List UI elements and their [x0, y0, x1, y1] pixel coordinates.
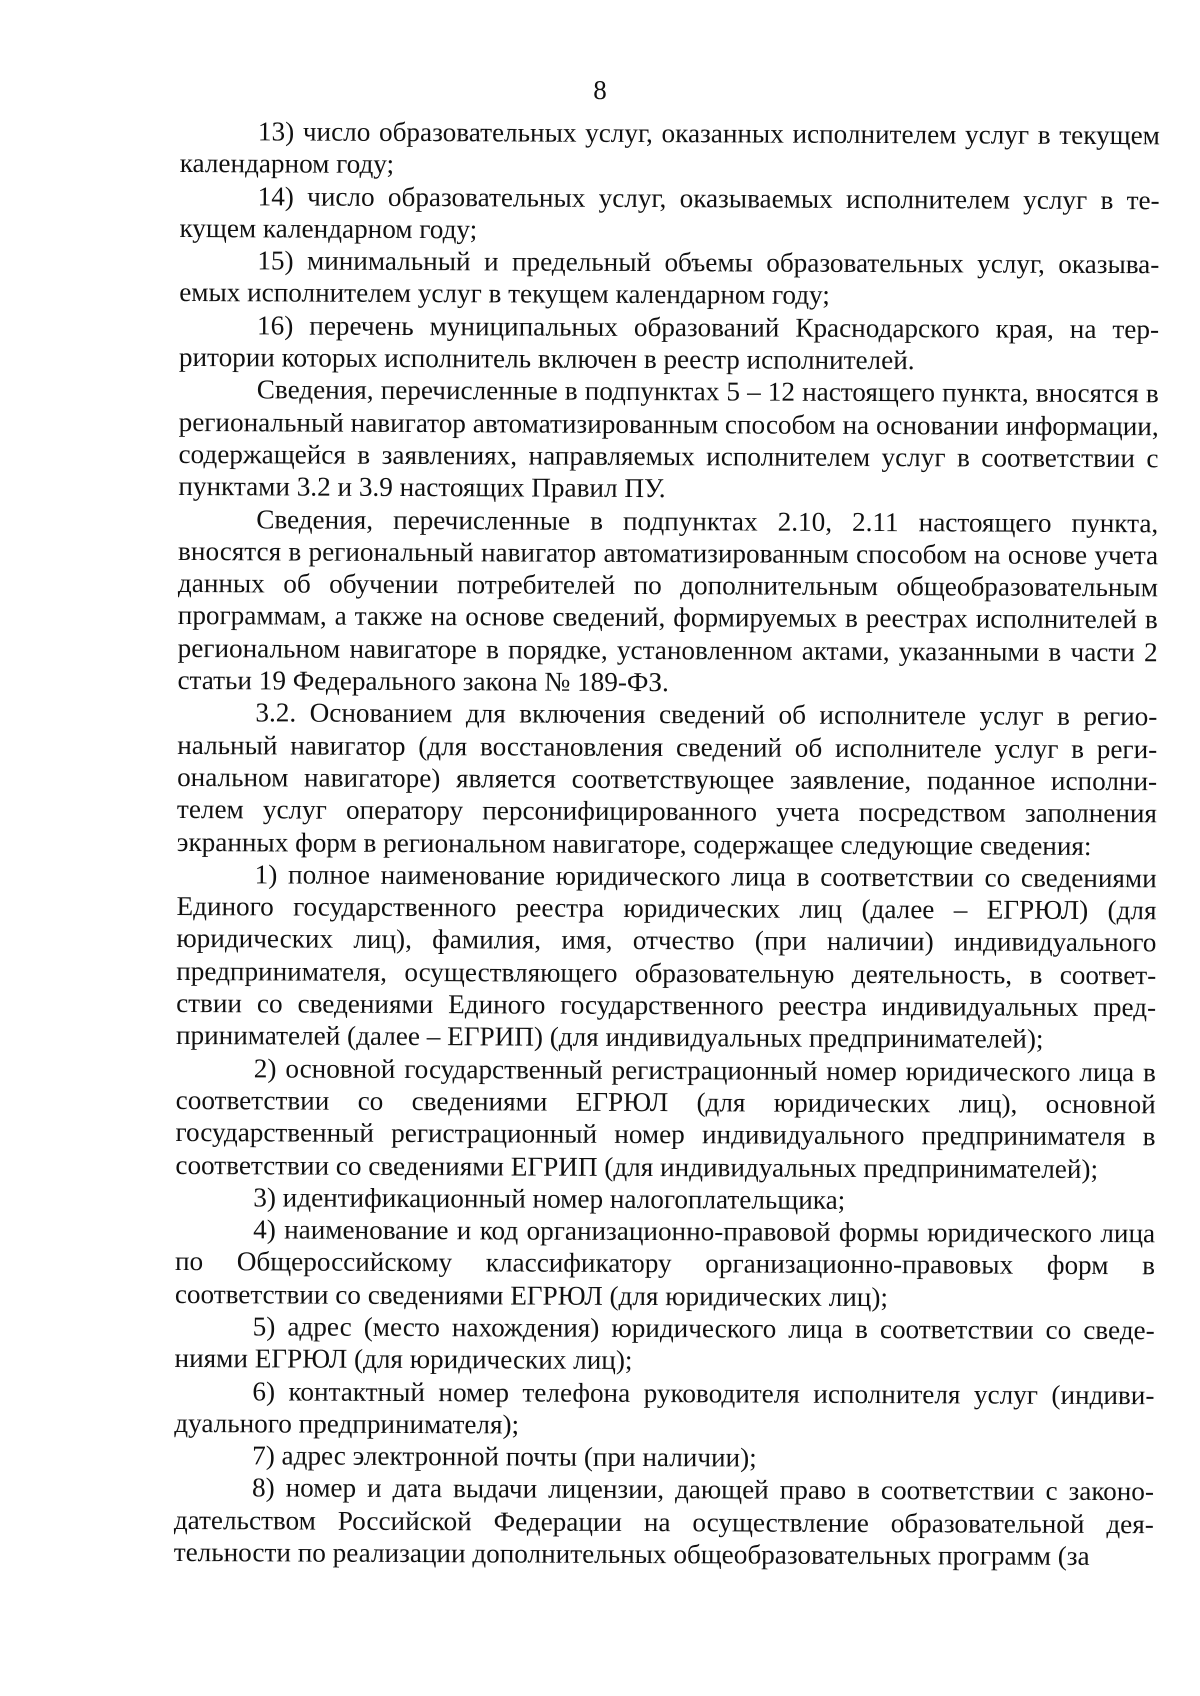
paragraph-item-14: 14) число образовательных услуг, оказываемых исполнителем услуг в текущем календарном году; — [179, 180, 1160, 245]
page-number: 8 — [593, 75, 607, 105]
paragraph-item-6: 6) контактный номер телефона руководителя исполнителя услуг (индивидуального предпринимателя); — [174, 1375, 1155, 1440]
paragraph-item-8: 8) номер и дата выдачи лицензии, дающей право в соответствии с законодательством Российской Федерации на осуществление образовательной деятельности по реализации дополнительных общеобразовательных программ (за — [173, 1472, 1155, 1572]
paragraph-item-4: 4) наименование и код организационно-правовой формы юридического лица по Общероссийскому классификатору организационно-правовых форм в соответствии со сведениями ЕГРЮЛ (для юридических лиц); — [174, 1214, 1156, 1312]
paragraph-item-13: 13) число образовательных услуг, оказанных исполнителем услуг в текущем календарном году; — [179, 116, 1160, 180]
paragraph-item-15: 15) минимальный и предельный объемы образовательных услуг, оказываемых исполнителем услуг в текущем календарном году; — [179, 245, 1160, 311]
paragraph-item-16: 16) перечень муниципальных образований Краснодарского края, на территории которых исполнитель включен в реестр исполнителей. — [178, 310, 1160, 376]
paragraph-item-2: 2) основной государственный регистрационный номер юридического лица в соответствии со сведениями ЕГРЮЛ (для юридических лиц), основной государственный регистрационный номер индивидуального предпринимателя в соответствии со сведениями ЕГРИП (для индивидуальных предпринимателей); — [175, 1052, 1156, 1184]
paragraph-item-7: 7) адрес электронной почты (при наличии); — [252, 1440, 757, 1473]
paragraph-item-3: 3) идентификационный номер налогоплательщика; — [253, 1182, 846, 1215]
paragraph-info-subitems-2-10-2-11: Сведения, перечисленные в подпунктах 2.10, 2.11 настоящего пункта, вносятся в региональный навигатор автоматизированным способом на основе учета данных об обучении потребителей по дополнительным общеобразовательным программам, а также на основе сведений, формируемых в реестрах исполнителей в региональном навигаторе в порядке, установленном актами, указанными в части 2 статьи 19 Федерального закона № 189-ФЗ. — [177, 503, 1159, 698]
document-body — [174, 115, 1160, 1573]
paragraph-item-5: 5) адрес (место нахождения) юридического лица в соответствии со сведениями ЕГРЮЛ (для юридических лиц); — [174, 1311, 1155, 1376]
paragraph-item-1: 1) полное наименование юридического лица в соответствии со сведениями Единого государственного реестра юридических лиц (далее – ЕГРЮЛ) (для юридических лиц), фамилия, имя, отчество (при наличии) индивидуального предпринимателя, осуществляющего образовательную деятельность, в соответствии со сведениями Единого государственного реестра индивидуальных предпринимателей (далее – ЕГРИП) (для индивидуальных предпринимателей); — [175, 859, 1157, 1055]
paragraph-section-3-2: 3.2. Основанием для включения сведений об исполнителе услуг в региональный навигатор (для восстановления сведений об исполнителе услуг в региональном навигаторе) является соответствующее заявление, поданное исполнителем услуг оператору персонифицированного учета посредством заполнения экранных форм в региональном навигаторе, содержащее следующие сведения: — [176, 697, 1158, 861]
paragraph-info-subitems-5-12: Сведения, перечисленные в подпунктах 5 – 12 настоящего пункта, вносятся в региональный навигатор автоматизированным способом на основании информации, содержащейся в заявлениях, направляемых исполнителем услуг в соответствии с пунктами 3.2 и 3.9 настоящих Правил ПУ. — [178, 374, 1159, 504]
